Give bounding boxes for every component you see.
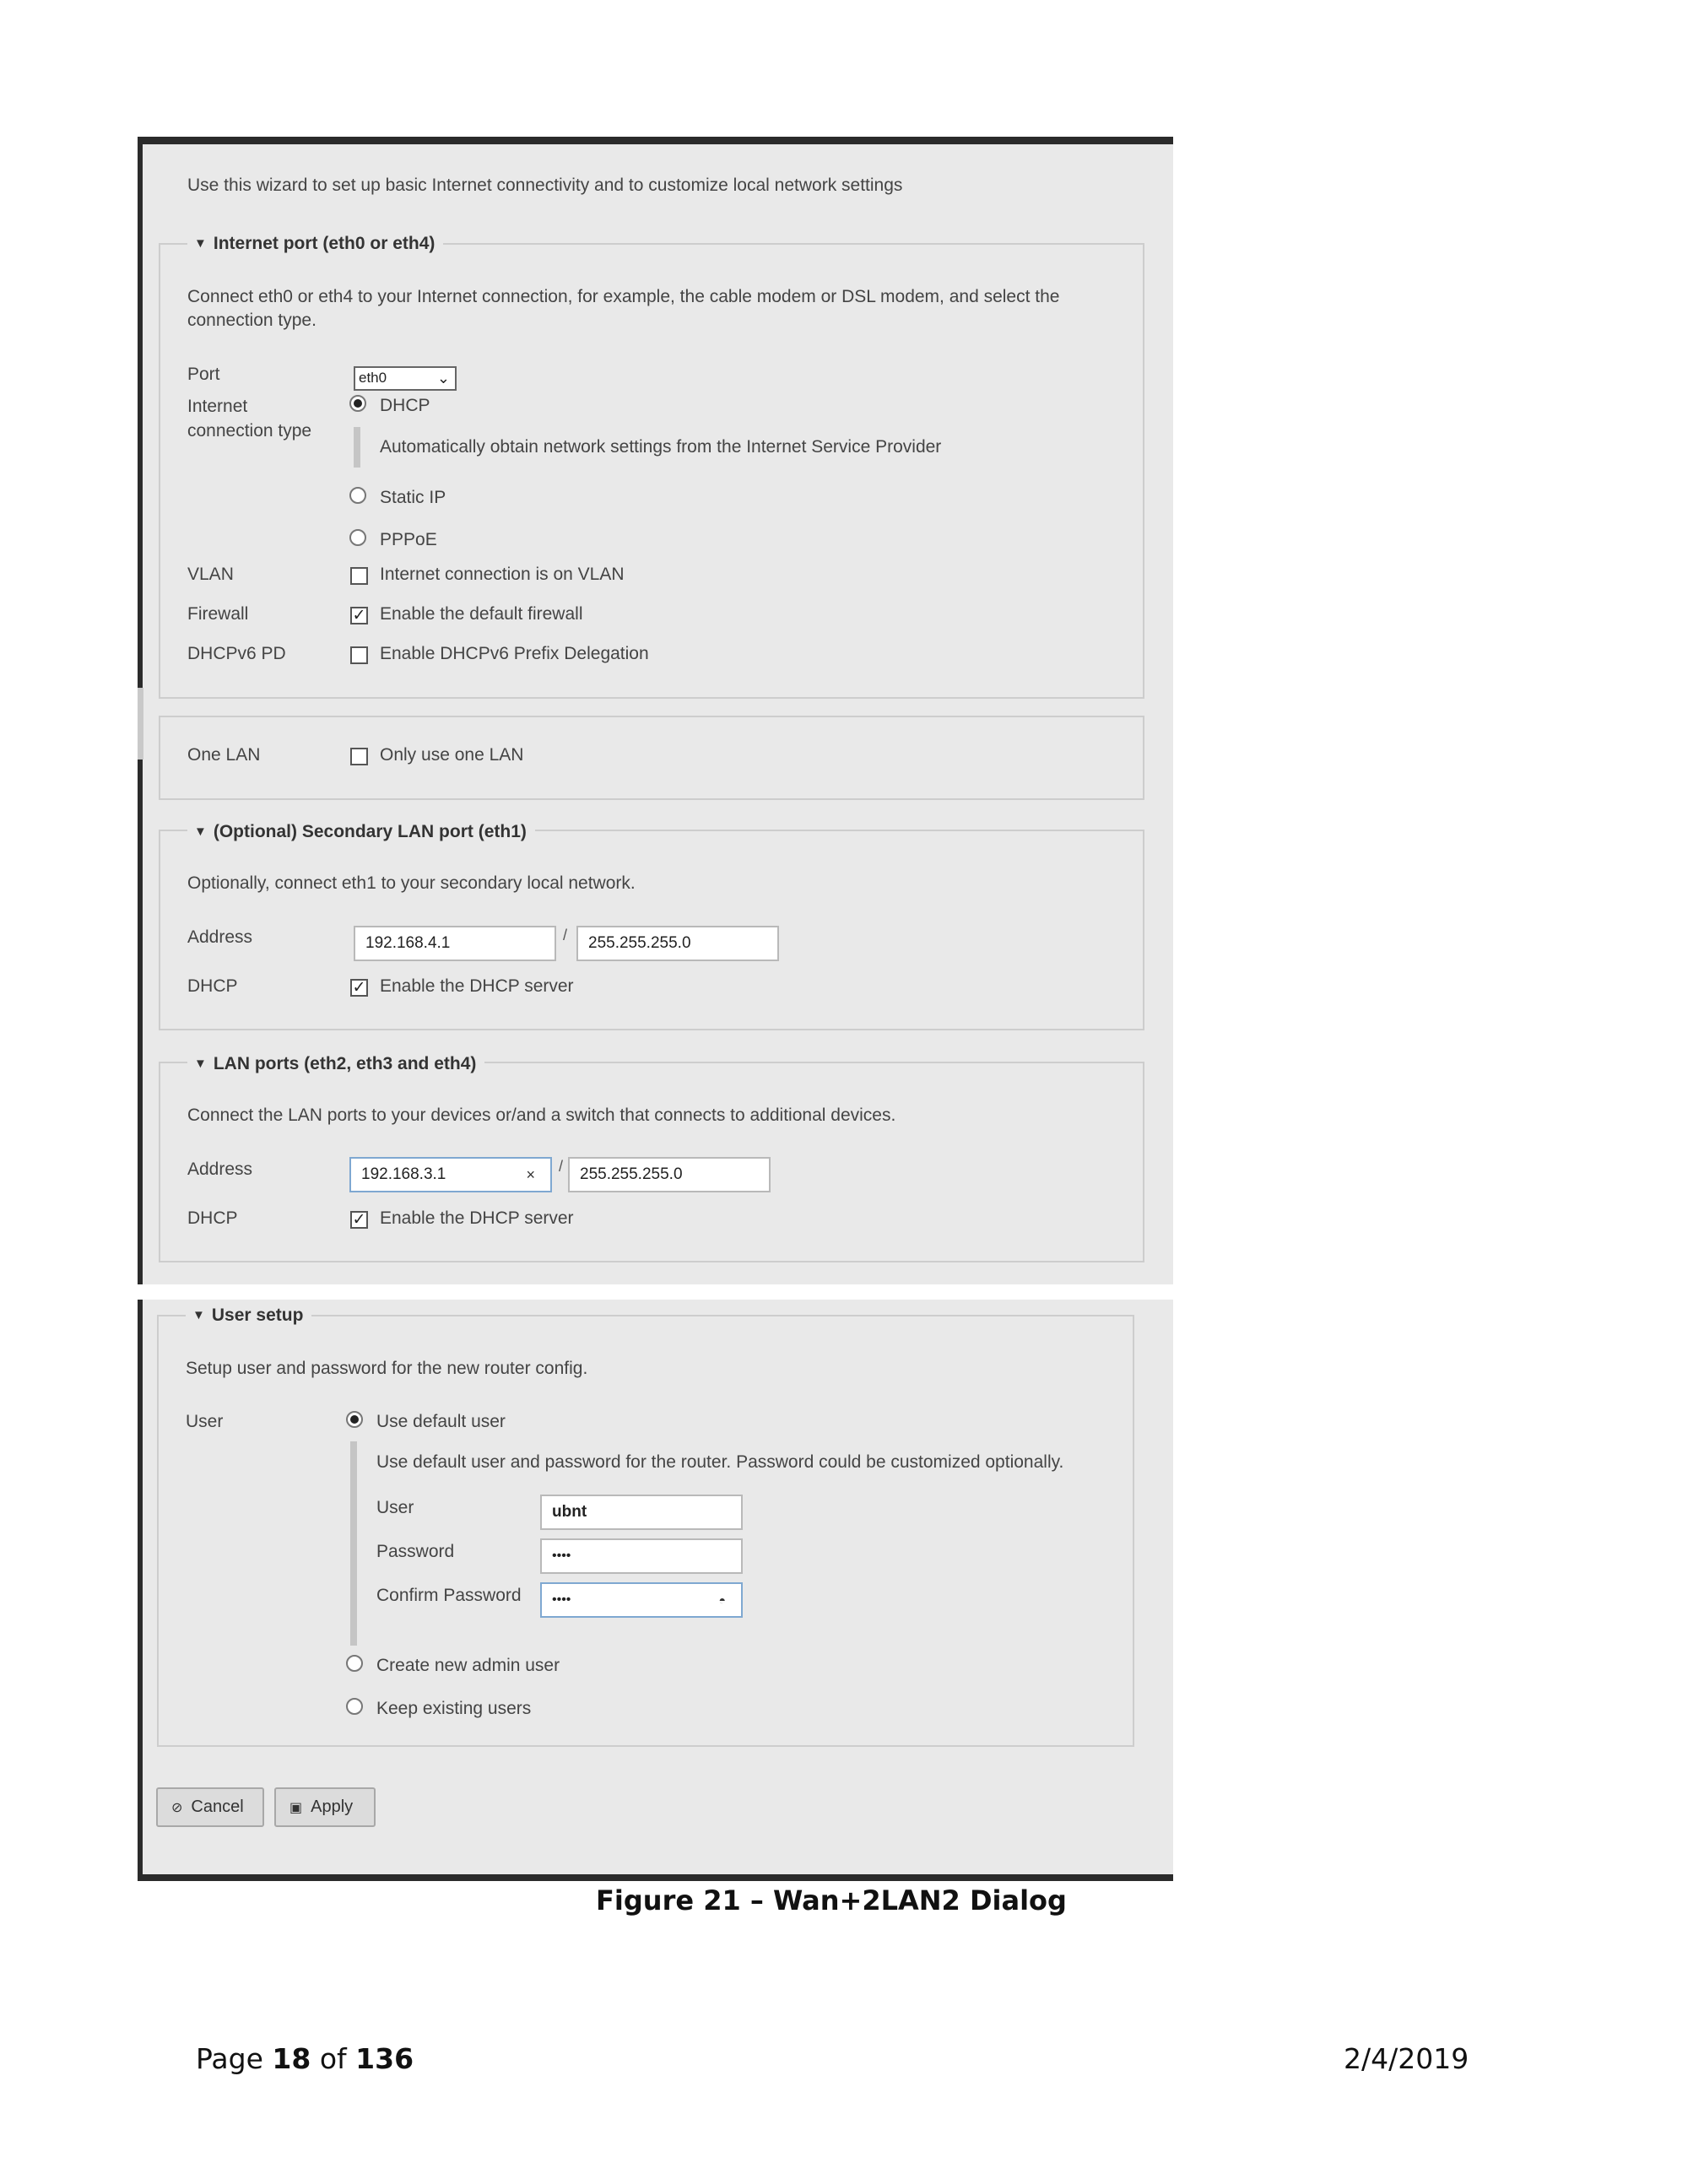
page-indicator: Page 18 of 136 [196,2042,414,2075]
firewall-checkbox-label: Enable the default firewall [380,604,583,624]
dhcpv6-label: DHCPv6 PD [187,644,286,663]
port-label: Port [187,365,220,384]
firewall-label: Firewall [187,604,249,624]
lan-address-input[interactable]: 192.168.3.1 × [349,1157,552,1192]
firewall-checkbox[interactable]: ✓ [350,607,368,624]
figure-caption: Figure 21 – Wan+2LAN2 Dialog [596,1884,1067,1916]
panel-edge-mark [138,688,143,760]
create-admin-radio[interactable] [346,1655,363,1672]
secondary-netmask-input[interactable]: 255.255.255.0 [576,926,779,961]
pppoe-radio[interactable] [349,529,366,546]
static-ip-radio[interactable] [349,487,366,504]
cancel-button[interactable]: ⊘ Cancel [156,1787,264,1827]
collapse-triangle-icon: ▼ [194,236,207,251]
dhcp-radio-label: DHCP [380,396,430,415]
apply-button[interactable]: ▣ Apply [274,1787,376,1827]
lan-ports-description: Connect the LAN ports to your devices or/and a switch that connects to additional devices. [187,1106,896,1125]
static-ip-radio-label: Static IP [380,488,446,507]
secondary-address-label: Address [187,927,253,947]
netmask-separator: / [563,927,568,943]
password-label: Password [376,1542,455,1561]
secondary-dhcp-label: DHCP [187,976,238,996]
netmask-separator: / [559,1158,564,1175]
dhcp-radio[interactable] [349,395,366,412]
wizard-intro: Use this wizard to set up basic Internet connectivity and to customize local network settings [187,176,903,195]
create-admin-radio-label: Create new admin user [376,1656,560,1675]
default-user-radio[interactable] [346,1411,363,1428]
default-user-radio-label: Use default user [376,1412,506,1431]
lan-ports-legend[interactable]: ▼ LAN ports (eth2, eth3 and eth4) [187,1055,484,1073]
dhcp-description: Automatically obtain network settings from the Internet Service Provider [380,437,942,457]
page-date: 2/4/2019 [1344,2042,1469,2075]
cancel-icon: ⊘ [171,1801,183,1815]
secondary-dhcp-checkbox[interactable]: ✓ [350,979,368,997]
lan-dhcp-label: DHCP [187,1208,238,1228]
lan-netmask-input[interactable]: 255.255.255.0 [568,1157,771,1192]
lan-dhcp-checkbox[interactable]: ✓ [350,1211,368,1229]
user-label: User [186,1412,224,1431]
connection-type-label-line1: Internet [187,397,248,416]
confirm-password-label: Confirm Password [376,1586,522,1605]
dhcpv6-checkbox[interactable] [350,646,368,664]
chevron-down-icon: ⌄ [436,370,450,387]
default-user-desc-bar [350,1441,357,1646]
one-lan-label: One LAN [187,745,261,765]
keep-users-radio-label: Keep existing users [376,1699,532,1718]
pppoe-radio-label: PPPoE [380,530,437,549]
clear-input-icon[interactable]: × [526,1166,535,1183]
one-lan-section [159,716,1144,800]
default-user-description: Use default user and password for the router. Password could be customized optionally. [376,1452,1064,1472]
secondary-address-input[interactable]: 192.168.4.1 [354,926,556,961]
secondary-dhcp-checkbox-label: Enable the DHCP server [380,976,574,996]
dhcp-desc-bar [354,427,360,468]
eye-icon[interactable]: ◓ [718,1593,726,1607]
internet-port-legend[interactable]: ▼ Internet port (eth0 or eth4) [187,235,443,252]
vlan-checkbox-label: Internet connection is on VLAN [380,565,625,584]
lan-address-label: Address [187,1160,253,1179]
secondary-lan-description: Optionally, connect eth1 to your secondary local network. [187,873,636,893]
vlan-checkbox[interactable] [350,567,368,585]
user-setup-description: Setup user and password for the new router config. [186,1359,588,1378]
collapse-triangle-icon: ▼ [194,1057,207,1071]
collapse-triangle-icon: ▼ [194,824,207,839]
username-label: User [376,1498,414,1517]
dhcpv6-checkbox-label: Enable DHCPv6 Prefix Delegation [380,644,649,663]
vlan-label: VLAN [187,565,234,584]
save-icon: ▣ [289,1801,303,1815]
lan-dhcp-checkbox-label: Enable the DHCP server [380,1208,574,1228]
secondary-lan-legend[interactable]: ▼ (Optional) Secondary LAN port (eth1) [187,823,535,841]
collapse-triangle-icon: ▼ [192,1308,205,1322]
one-lan-checkbox[interactable] [350,748,368,765]
user-setup-legend[interactable]: ▼ User setup [186,1306,311,1324]
port-select[interactable]: eth0 ⌄ [354,366,457,391]
keep-users-radio[interactable] [346,1698,363,1715]
one-lan-checkbox-label: Only use one LAN [380,745,524,765]
internet-port-description: Connect eth0 or eth4 to your Internet connection, for example, the cable modem or DSL modem, and select the connection type. [187,287,1060,331]
connection-type-label-line2: connection type [187,421,312,441]
username-input[interactable]: ubnt [540,1495,743,1530]
password-input[interactable]: •••• [540,1538,743,1574]
confirm-password-input[interactable]: •••• ◓ [540,1582,743,1618]
